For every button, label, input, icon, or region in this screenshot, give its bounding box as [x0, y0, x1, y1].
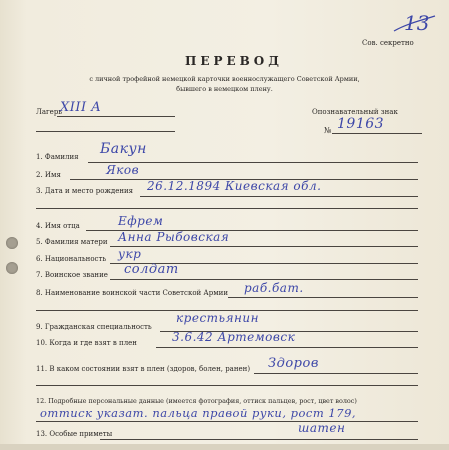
- tag-label: Опознавательный знак: [312, 108, 398, 116]
- field-nationality-value: укр: [118, 247, 142, 261]
- field-underline: [36, 421, 418, 422]
- field-captured-label: 10. Когда и где взят в плен: [36, 339, 137, 347]
- punch-hole: [6, 237, 18, 249]
- camp-value: XIII A: [60, 100, 102, 115]
- tag-underline: [332, 133, 422, 134]
- field-underline: [110, 279, 418, 280]
- field-mother-label: 5. Фамилия матери: [36, 238, 108, 246]
- tag-number-sign: №: [324, 126, 332, 135]
- camp-underline: [57, 116, 175, 117]
- document-subtitle-line-2: бывшего в немецком плену.: [176, 85, 273, 93]
- page-bottom-edge: [0, 444, 449, 450]
- field-underline: [156, 347, 418, 348]
- page-number-stamp: [392, 12, 436, 36]
- tag-number-value: 19163: [337, 116, 385, 132]
- field-underline: [110, 246, 418, 247]
- field-surname-value: Бакун: [100, 141, 147, 157]
- camp-label: Лагерь: [36, 108, 63, 116]
- field-underline: [140, 196, 418, 197]
- field-father-value: Ефрем: [118, 214, 164, 228]
- field-personal-label: 12. Подробные персональные данные (имеется фотография, оттиск пальцев, рост, цвет волос): [36, 397, 357, 405]
- field-personal-value: оттиск указат. пальца правой руки, рост 179,: [40, 406, 357, 420]
- field-marks-value: шатен: [298, 421, 346, 435]
- field-underline: [100, 439, 418, 440]
- field-underline: [36, 208, 418, 209]
- field-nationality-label: 6. Национальность: [36, 255, 107, 263]
- field-profession-value: крестьянин: [176, 311, 260, 325]
- camp-underline-2: [36, 131, 175, 132]
- field-condition-label: 11. В каком состоянии взят в плен (здоров, болен, ранен): [36, 365, 251, 373]
- field-underline: [254, 373, 418, 374]
- field-captured-value: 3.6.42 Артемовск: [172, 330, 296, 344]
- field-rank-label: 7. Воинское звание: [36, 271, 108, 279]
- field-surname-label: 1. Фамилия: [36, 153, 79, 161]
- document-subtitle-line-1: с личной трофейной немецкой карточки военнослужащего Советской Армии,: [89, 75, 360, 83]
- field-rank-value: солдат: [124, 262, 179, 277]
- field-name-label: 2. Имя: [36, 171, 61, 179]
- field-name-value: Яков: [106, 163, 140, 177]
- field-underline: [228, 297, 418, 298]
- classification-label: Сов. секретно: [362, 39, 414, 47]
- document-title: ПЕРЕВОД: [185, 54, 283, 68]
- page-number: 13: [404, 12, 430, 35]
- punch-hole: [6, 262, 18, 274]
- field-underline: [36, 385, 418, 386]
- field-marks-label: 13. Особые приметы: [36, 430, 113, 438]
- field-profession-label: 9. Гражданская специальность: [36, 323, 152, 331]
- field-unit-label: 8. Наименование воинской части Советской Армии: [36, 289, 228, 297]
- field-birth-value: 26.12.1894 Киевская обл.: [147, 179, 322, 193]
- field-mother-value: Анна Рыбовская: [118, 230, 230, 244]
- field-father-label: 4. Имя отца: [36, 222, 80, 230]
- field-condition-value: Здоров: [268, 356, 319, 371]
- field-unit-value: раб.бат.: [244, 281, 304, 295]
- field-birth-label: 3. Дата и место рождения: [36, 187, 134, 195]
